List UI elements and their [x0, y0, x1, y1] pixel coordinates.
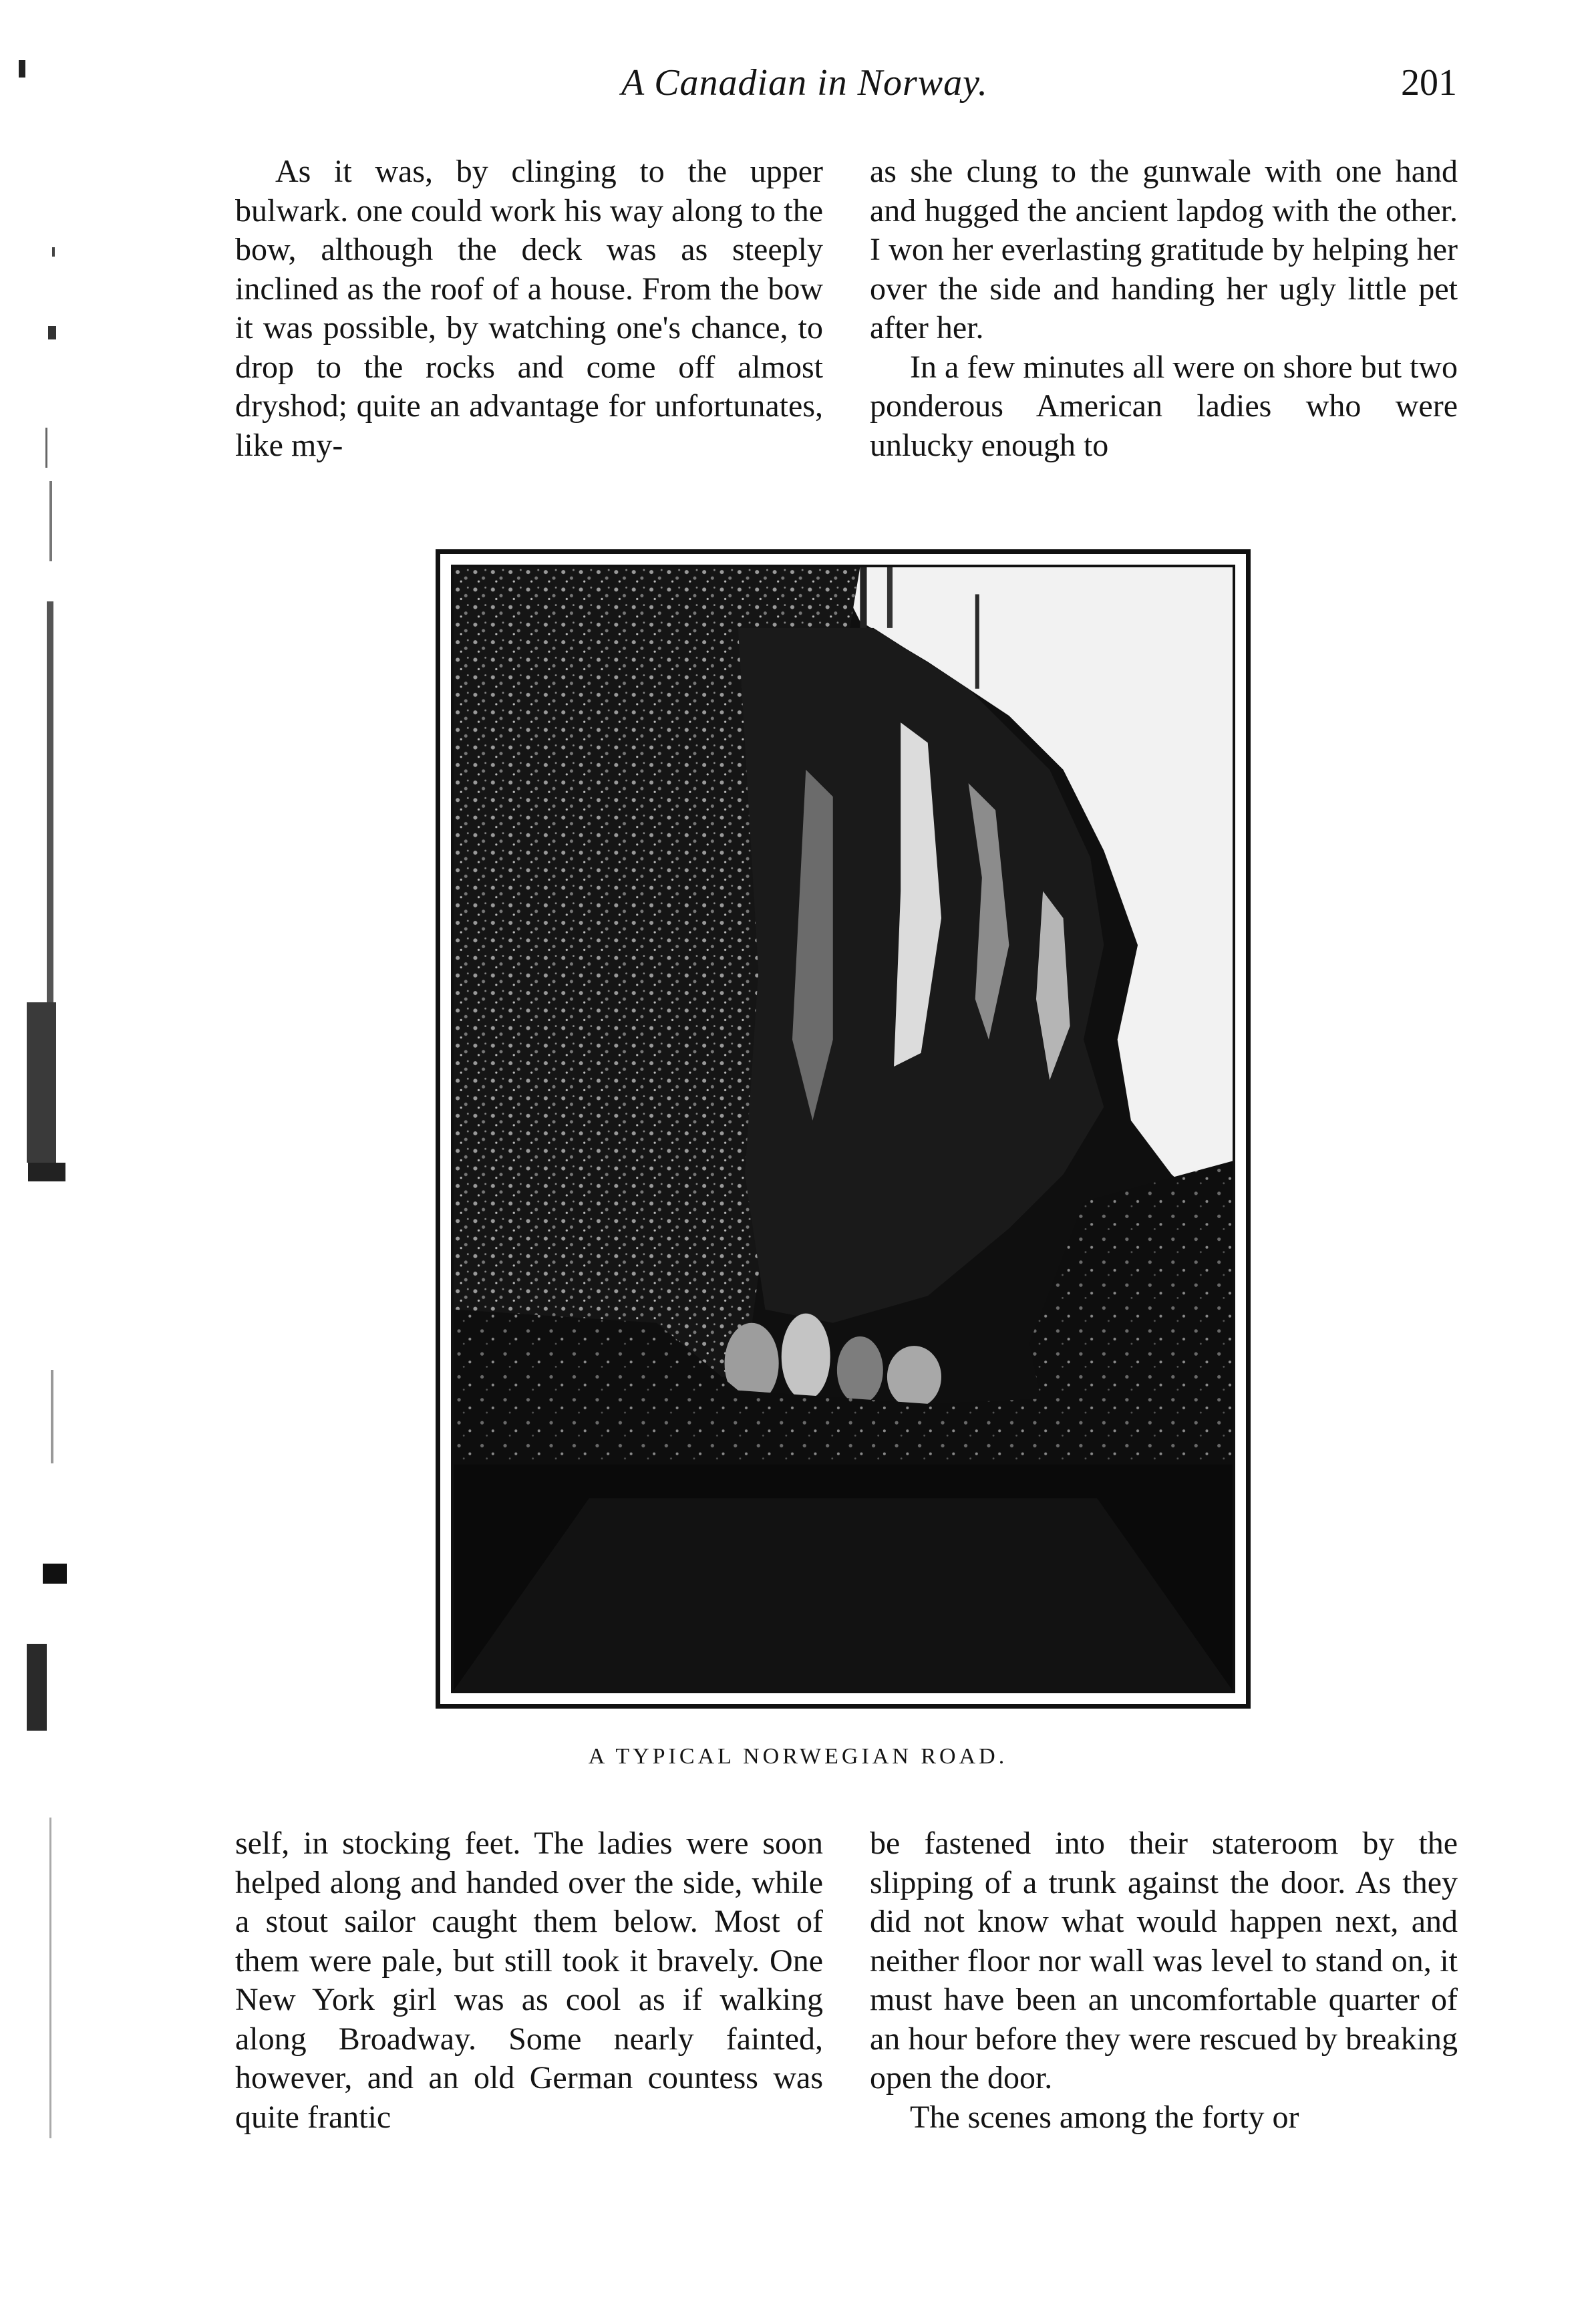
column-bottom-left [235, 1824, 823, 2137]
running-head [0, 61, 1596, 122]
illustration [451, 565, 1235, 1693]
column-top-right [870, 152, 1458, 465]
column-bottom-right [870, 1824, 1458, 2137]
paragraph: be fastened into their stateroom by the slipping of a trunk against the door. As they did not know what would happen next, and neither floor nor wall was level to stand on, it must have been an uncomfortable quarter of an hour before they were rescued by breaking open the door. [870, 1826, 1458, 2096]
paragraph: self, in stocking feet. The ladies were soon helped along and handed over the side, while a stout sailor caught them below. Most of them were pale, but still took it bravely. One New York girl was as cool as if walking along Broadway. Some nearly fainted, however, and an old German countess was quite frantic [235, 1826, 823, 2135]
figure-caption: A TYPICAL NORWEGIAN ROAD. [588, 1744, 1008, 1769]
cliff-road-picture [454, 567, 1233, 1691]
column-top-left [235, 152, 823, 465]
scan-margin-artifacts [0, 0, 80, 2308]
page-number: 201 [1401, 62, 1457, 104]
paragraph: In a few minutes all were on shore but two ponderous American ladies who were unlucky enough to [870, 349, 1458, 463]
running-title: A Canadian in Norway. [621, 62, 988, 104]
illustration-frame [436, 549, 1251, 1709]
paragraph: As it was, by clinging to the upper bulwark. one could work his way along to the bow, although the deck was as steeply inclined as the roof of a house. From the bow it was possible, by watching one's chance, to drop to the rocks and come off almost dryshod; quite an advantage for unfortunates, like my- [235, 154, 823, 463]
paragraph: as she clung to the gunwale with one hand and hugged the ancient lapdog with the other. I won her everlasting gratitude by helping her over the side and handing her ugly little pet after her. [870, 154, 1458, 345]
paragraph: The scenes among the forty or [910, 2099, 1299, 2135]
